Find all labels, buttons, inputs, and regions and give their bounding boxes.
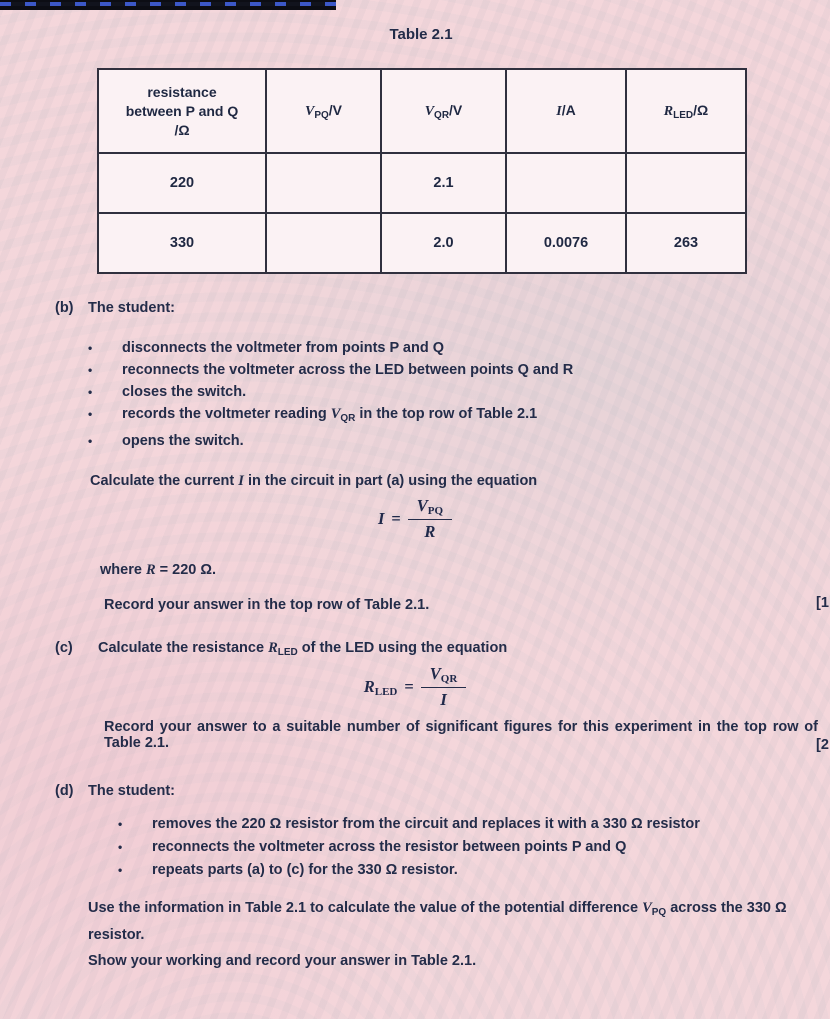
cell-r1c1: 220 [98,153,266,213]
part-label: (d) [55,783,74,799]
part-intro: The student: [88,783,175,799]
subscript: LED [673,109,694,121]
bullet-marker: • [88,385,93,399]
bullet-text: closes the switch. [122,384,247,400]
header-line: between P and Q [125,102,239,119]
list-item [118,836,700,859]
fraction [421,664,467,710]
var-symbol: V [304,103,315,119]
fraction-numerator: $V_{PQ}$ [408,496,452,520]
part-b-calc-instruction: Calculate the current I in the circuit in part (a) using the equation [90,473,538,489]
bullet-marker: • [88,407,93,421]
bullet-marker: • [88,341,93,355]
list-item [118,859,700,882]
table-header-row [98,69,746,153]
cell-r2c4: 0.0076 [506,213,626,273]
cell-r1c5 [626,153,746,213]
cell-r1c4 [506,153,626,213]
cell-r1c3: 2.1 [381,153,506,213]
part-b-heading [55,300,175,316]
part-d-bullet-list [118,813,700,882]
part-label: (c) [55,640,73,656]
subscript: PQ [651,907,667,918]
part-b-marks: [1 [816,595,829,611]
equation-rled [0,664,830,710]
part-d-heading [55,783,175,799]
part-intro: The student: [88,300,175,316]
fraction [408,496,452,542]
header-line: resistance [147,83,217,100]
bullet-text: disconnects the voltmeter from points P and Q [122,340,445,356]
unit-text: /V [328,101,343,118]
var-symbol: R [145,562,156,578]
equals-sign: = [391,509,401,528]
bullet-marker: • [88,363,93,377]
header-line: /Ω [174,121,190,138]
part-b-record-instruction: Record your answer in the top row of Table 2.1. [104,597,430,613]
part-c-calc-instruction: Calculate the resistance $R_{LED}$ of the LED using the equation [98,640,508,658]
var-symbol: I [556,104,562,119]
bullet-marker: • [88,434,93,448]
part-c-heading [55,640,815,658]
var-symbol: R [663,103,674,119]
fraction-numerator: $V_{QR}$ [421,664,467,688]
cell-r2c5: 263 [626,213,746,273]
part-d-use-instruction: Use the information in Table 2.1 to calculate the value of the potential difference $V_{PQ}$ across the 330 Ω resistor. [88,900,787,943]
var-symbol: V [642,900,652,916]
lhs: $R_{LED}$ [363,676,398,698]
cell-r2c3: 2.0 [381,213,506,273]
unit-text: /Ω [693,101,709,118]
var-symbol: I [238,473,244,489]
bullet-marker: • [118,863,123,877]
table-row [98,153,746,213]
col-header-vqr [381,69,506,153]
table-row [98,213,746,273]
part-b-where-clause: where R = 220 Ω. [100,562,217,578]
subscript: LED [277,647,298,658]
part-c-record-instruction: Record your answer to a suitable number of significant figures for this experiment in the top row of Table 2.1. [104,719,818,751]
list-item [88,381,573,403]
part-label: (b) [55,300,74,316]
bullet-marker: • [118,817,123,831]
subscript: PQ [314,109,329,121]
table-2-1 [97,68,747,274]
list-item [88,337,573,359]
unit-text: /V [449,101,463,118]
part-d-show-working: Show your working and record your answer in Table 2.1. [88,953,477,969]
var-symbol: R [268,640,278,656]
list-item [88,359,573,381]
fraction-denominator: R [424,522,436,541]
list-item [88,403,573,430]
bullet-text: reconnects the voltmeter across the resistor between points P and Q [152,839,627,855]
list-item [88,430,573,452]
col-header-vpq [266,69,381,153]
bullet-text: opens the switch. [122,433,244,449]
var-symbol: V [330,406,341,422]
bullet-text: removes the 220 Ω resistor from the circuit and replaces it with a 330 Ω resistor [152,816,700,832]
equation-current [0,496,830,542]
list-item [118,813,700,836]
fraction-denominator: I [440,690,447,709]
photo-top-edge [0,0,336,10]
part-c-marks: [2 [816,737,829,753]
col-header-rled [626,69,746,153]
equals-sign: = [404,677,414,696]
table-title: Table 2.1 [389,26,453,43]
col-header-current [506,69,626,153]
var-symbol: V [424,103,435,119]
cell-r2c1: 330 [98,213,266,273]
unit-text: /A [561,102,576,118]
col-header-resistance [98,69,266,153]
var-symbol: I [377,509,385,528]
part-b-bullet-list [88,337,573,452]
bullet-text: records the voltmeter reading $V_{QR}$ in the top row of Table 2.1 [122,406,538,424]
bullet-text: reconnects the voltmeter across the LED between points Q and R [122,362,574,378]
cell-r2c2 [266,213,381,273]
subscript: QR [434,109,450,121]
bullet-text: repeats parts (a) to (c) for the 330 Ω resistor. [152,862,458,878]
bullet-marker: • [118,840,123,854]
subscript: QR [340,413,356,424]
cell-r1c2 [266,153,381,213]
